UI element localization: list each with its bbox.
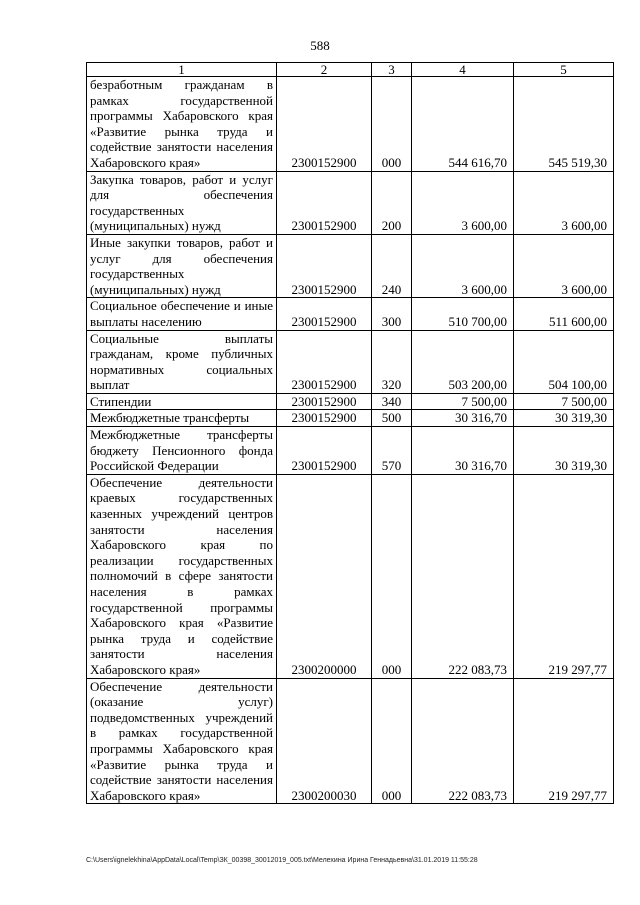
row-value-1: 222 083,73 <box>412 678 514 804</box>
row-name: Межбюджетные трансферты бюджету Пенсионного фонда Российской Федерации <box>87 427 277 475</box>
column-header-2: 2 <box>277 63 372 77</box>
row-name: Социальные выплаты гражданам, кроме публичных нормативных социальных выплат <box>87 330 277 393</box>
column-header-5: 5 <box>514 63 614 77</box>
row-name: Иные закупки товаров, работ и услуг для обеспечения государственных (муниципальных) нужд <box>87 234 277 297</box>
column-header-1: 1 <box>87 63 277 77</box>
row-code: 2300152900 <box>277 171 372 234</box>
row-value-2: 30 319,30 <box>514 427 614 475</box>
table-row <box>87 427 614 475</box>
row-type: 000 <box>372 77 412 172</box>
row-code: 2300152900 <box>277 298 372 330</box>
row-type: 300 <box>372 298 412 330</box>
row-value-1: 30 316,70 <box>412 427 514 475</box>
row-value-2: 219 297,77 <box>514 474 614 678</box>
page-number: 588 <box>310 38 330 53</box>
row-code: 2300152900 <box>277 410 372 427</box>
table-row <box>87 171 614 234</box>
table-row <box>87 678 614 804</box>
row-value-1: 30 316,70 <box>412 410 514 427</box>
row-type: 320 <box>372 330 412 393</box>
row-value-2: 30 319,30 <box>514 410 614 427</box>
row-value-1: 544 616,70 <box>412 77 514 172</box>
row-value-2: 504 100,00 <box>514 330 614 393</box>
budget-table <box>86 62 614 804</box>
row-type: 240 <box>372 234 412 297</box>
row-value-1: 503 200,00 <box>412 330 514 393</box>
row-value-2: 511 600,00 <box>514 298 614 330</box>
row-code: 2300200000 <box>277 474 372 678</box>
row-name: безработным гражданам в рамках государственной программы Хабаровского края «Развитие рынка труда и содействие занятости населения Хабаровского края» <box>87 77 277 172</box>
row-value-2: 3 600,00 <box>514 234 614 297</box>
row-code: 2300200030 <box>277 678 372 804</box>
column-header-4: 4 <box>412 63 514 77</box>
row-value-1: 3 600,00 <box>412 171 514 234</box>
row-value-2: 3 600,00 <box>514 171 614 234</box>
row-name: Закупка товаров, работ и услуг для обеспечения государственных (муниципальных) нужд <box>87 171 277 234</box>
header-row <box>87 63 614 77</box>
row-code: 2300152900 <box>277 330 372 393</box>
row-type: 500 <box>372 410 412 427</box>
row-type: 200 <box>372 171 412 234</box>
table-row <box>87 77 614 172</box>
row-name: Обеспечение деятельности краевых государственных казенных учреждений центров занятости населения Хабаровского края по реализации государственных полномочий в сфере занятости населения в рамках государственной программы Хабаровского края «Развитие рынка труда и содействие занятости населения Хабаровского края» <box>87 474 277 678</box>
table-row <box>87 410 614 427</box>
row-name: Межбюджетные трансферты <box>87 410 277 427</box>
row-code: 2300152900 <box>277 77 372 172</box>
row-name: Социальное обеспечение и иные выплаты населению <box>87 298 277 330</box>
row-value-1: 222 083,73 <box>412 474 514 678</box>
row-type: 000 <box>372 474 412 678</box>
row-type: 340 <box>372 393 412 410</box>
row-name: Стипендии <box>87 393 277 410</box>
row-value-1: 7 500,00 <box>412 393 514 410</box>
row-type: 570 <box>372 427 412 475</box>
row-value-2: 7 500,00 <box>514 393 614 410</box>
row-value-1: 510 700,00 <box>412 298 514 330</box>
table-row <box>87 393 614 410</box>
row-type: 000 <box>372 678 412 804</box>
table-row <box>87 234 614 297</box>
row-value-2: 545 519,30 <box>514 77 614 172</box>
row-name: Обеспечение деятельности (оказание услуг) подведомственных учреждений в рамках государственной программы Хабаровского края «Развитие рынка труда и содействие занятости населения Хабаровского края» <box>87 678 277 804</box>
file-path-footer: C:\Users\ignelekhina\AppData\Local\Temp\ЗК_00398_30012019_005.txt\Мелехина Ирина Геннадьевна\31.01.2019 11:55:28 <box>86 857 478 864</box>
row-code: 2300152900 <box>277 393 372 410</box>
row-value-1: 3 600,00 <box>412 234 514 297</box>
table-row <box>87 330 614 393</box>
table-row <box>87 474 614 678</box>
row-code: 2300152900 <box>277 234 372 297</box>
table-row <box>87 298 614 330</box>
column-header-3: 3 <box>372 63 412 77</box>
row-value-2: 219 297,77 <box>514 678 614 804</box>
row-code: 2300152900 <box>277 427 372 475</box>
